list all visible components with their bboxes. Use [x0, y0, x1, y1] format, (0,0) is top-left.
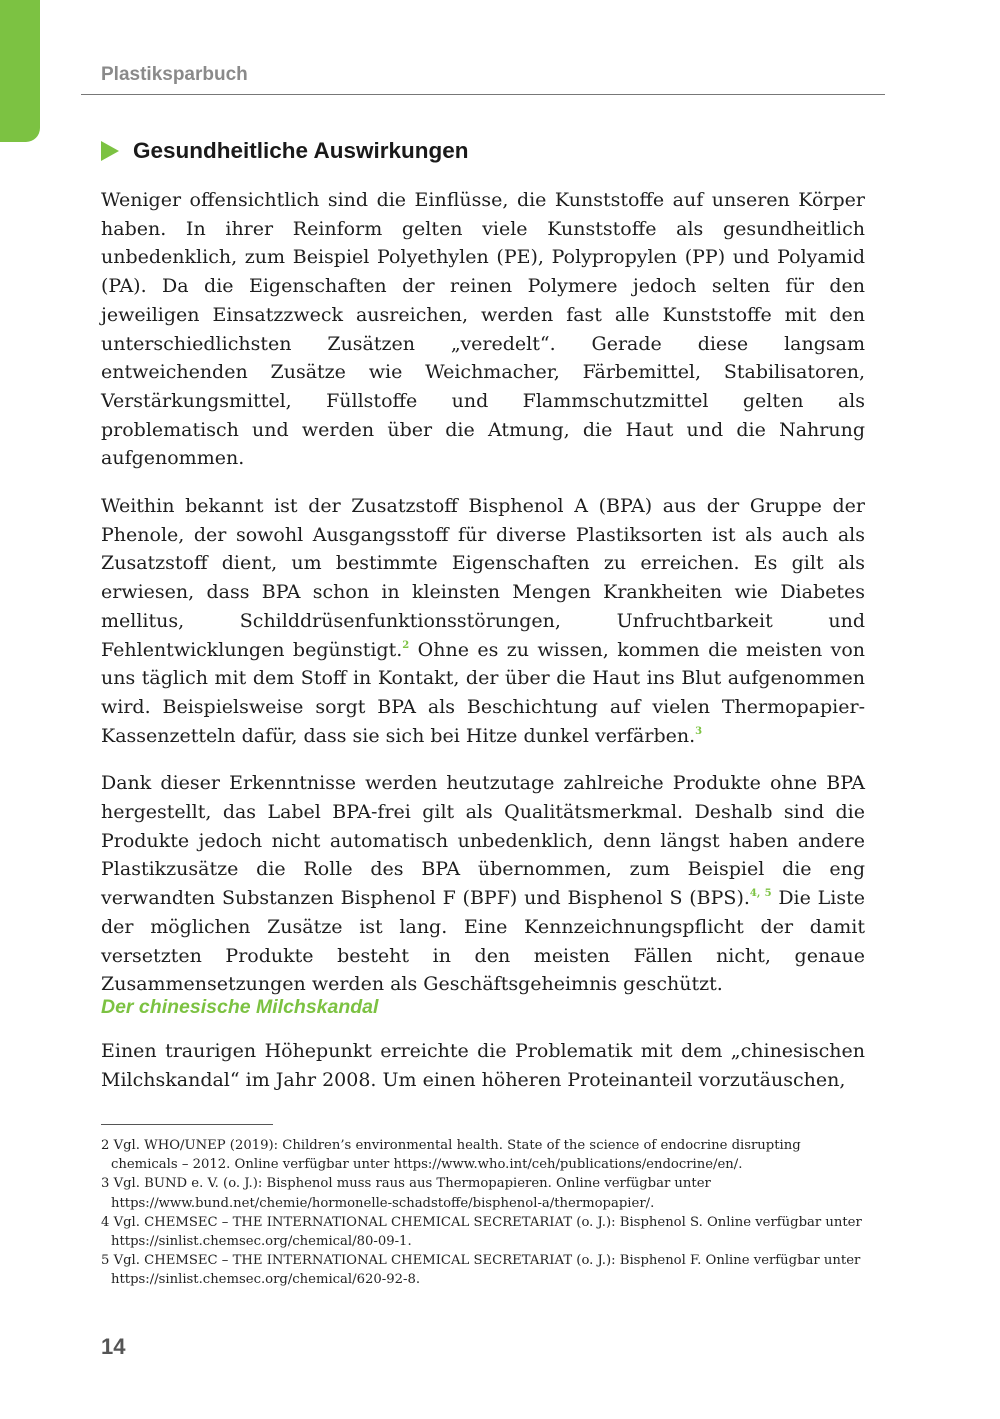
footnotes	[101, 1136, 865, 1290]
section-title: Gesundheitliche Auswirkungen	[133, 138, 469, 163]
paragraph-2-text-b: Ohne es zu wissen, kommen die meisten von uns täglich mit dem Stoff in Kontakt, der über die Haut ins Blut aufgenommen wird. Beispielsweise sorgt BPA als Beschichtung auf vielen Thermopapier-Kassenzetteln dafür, dass sie sich bei Hitze dunkel verfärben.	[101, 638, 865, 747]
paragraph-2-text-a: Weithin bekannt ist der Zusatzstoff Bisphenol A (BPA) aus der Gruppe der Phenole, der sowohl Ausgangsstoff für diverse Plastiksorten ist als auch als Zusatzstoff dient, um bestimmte Eigenschaften zu erreichen. Es gilt als erwiesen, dass BPA schon in kleinsten Mengen Krankheiten wie Diabetes mellitus, Schilddrüsenfunktionsstörungen, Unfruchtbarkeit und Fehlentwicklungen begünstigt.	[101, 495, 865, 661]
triangle-bullet-icon	[101, 141, 119, 161]
subsection-title: Der chinesische Milchskandal	[101, 996, 379, 1018]
footnote-ref-2: 2	[402, 639, 410, 651]
footnote-ref-3: 3	[695, 725, 703, 737]
page-number: 14	[101, 1334, 126, 1359]
footnote-2: 2 Vgl. WHO/UNEP (2019): Children’s environmental health. State of the science of endocrine disrupting chemicals – 2012. Online verfügbar unter https://www.who.int/ceh/publications/endocrine/en/.	[101, 1138, 801, 1173]
running-title: Plastiksparbuch	[101, 64, 248, 85]
subsection-text	[101, 1037, 865, 1113]
footnote-rule	[101, 1124, 273, 1125]
paragraph-3	[101, 769, 865, 999]
paragraph-1: Weniger offensichtlich sind die Einflüsse, die Kunststoffe auf unseren Körper haben. In ihrer Reinform gelten viele Kunststoffe als gesundheitlich unbedenklich, zum Beispiel Polyethylen (PE), Polypropylen (PP) und Polyamid (PA). Da die Eigenschaften der reinen Polymere jedoch selten für den jeweiligen Einsatzzweck ausreichen, werden fast alle Kunststoffe mit den unterschiedlichsten Zusätzen „veredelt“. Gerade diese langsam entweichenden Zusätze wie Weichmacher, Färbemittel, Stabilisatoren, Verstärkungsmittel, Füllstoffe und Flammschutzmittel gelten als problematisch und werden über die Atmung, die Haut und die Nahrung aufgenommen.	[101, 189, 865, 470]
main-text	[101, 186, 865, 1018]
footnote-5: 5 Vgl. CHEMSEC – THE INTERNATIONAL CHEMICAL SECRETARIAT (o. J.): Bisphenol F. Online verfügbar unter https://sinlist.chemsec.org/chemical/620-92-8.	[101, 1253, 861, 1288]
paragraph-2	[101, 492, 865, 750]
subsection-paragraph-1: Einen traurigen Höhepunkt erreichte die Problematik mit dem „chinesischen Milchskandal“ im Jahr 2008. Um einen höheren Proteinanteil vorzutäuschen,	[101, 1040, 865, 1091]
footnote-ref-4-5: 4, 5	[749, 888, 772, 900]
header-rule	[81, 94, 885, 95]
paragraph-3-text-b: Die Liste der möglichen Zusätze ist lang. Eine Kennzeichnungspflicht der damit versetzten Produkte besteht in den meisten Fällen nicht, genaue Zusammensetzungen werden als Geschäftsgeheimnis geschützt.	[101, 887, 865, 996]
chapter-tab	[0, 0, 40, 142]
paragraph-3-text-a: Dank dieser Erkenntnisse werden heutzutage zahlreiche Produkte ohne BPA hergestellt, das Label BPA-frei gilt als Qualitätsmerkmal. Deshalb sind die Produkte jedoch nicht automatisch unbedenklich, denn längst haben andere Plastikzusätze die Rolle des BPA übernommen, zum Beispiel die eng verwandten Substanzen Bisphenol F (BPF) und Bisphenol S (BPS).	[101, 772, 865, 910]
footnote-3: 3 Vgl. BUND e. V. (o. J.): Bisphenol muss raus aus Thermopapieren. Online verfügbar unter https://www.bund.net/chemie/hormonelle-schadstoffe/bisphenol-a/thermopapier/.	[101, 1176, 711, 1211]
footnote-4: 4 Vgl. CHEMSEC – THE INTERNATIONAL CHEMICAL SECRETARIAT (o. J.): Bisphenol S. Online verfügbar unter https://sinlist.chemsec.org/chemical/80-09-1.	[101, 1214, 862, 1250]
section-heading	[101, 138, 468, 164]
